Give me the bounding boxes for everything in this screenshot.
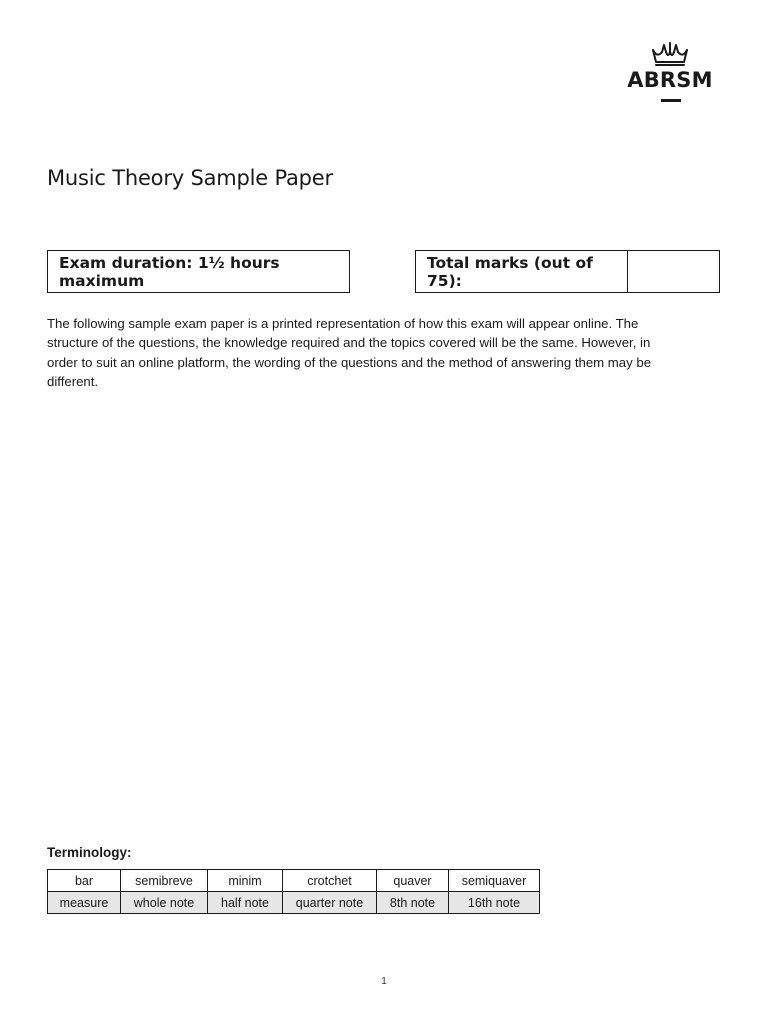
table-cell: crotchet	[283, 870, 377, 892]
page-number: 1	[381, 976, 387, 987]
table-cell: whole note	[121, 892, 208, 914]
table-cell: semibreve	[121, 870, 208, 892]
table-row	[48, 870, 540, 892]
table-cell: 8th note	[377, 892, 449, 914]
crown-icon	[624, 40, 716, 68]
terminology-heading: Terminology:	[47, 845, 132, 860]
abrsm-logo	[624, 40, 716, 106]
exam-duration-label: Exam duration: 1½ hours maximum	[59, 253, 280, 290]
table-cell: minim	[208, 870, 283, 892]
table-cell: measure	[48, 892, 121, 914]
terminology-table	[47, 869, 540, 914]
exam-duration-box	[47, 250, 350, 293]
logo-wordmark: ABRSM	[627, 68, 713, 92]
table-row	[48, 892, 540, 914]
table-cell: semiquaver	[449, 870, 540, 892]
intro-paragraph: The following sample exam paper is a printed representation of how this exam will appear online. The structure of the questions, the knowledge required and the topics covered will be the same. However, in order to suit an online platform, the wording of the questions and the method of answering them may be different.	[47, 316, 652, 389]
table-cell: bar	[48, 870, 121, 892]
total-marks-entry-field[interactable]	[628, 251, 719, 292]
total-marks-label: Total marks (out of 75):	[416, 251, 628, 292]
logo-underline	[661, 99, 681, 102]
table-cell: half note	[208, 892, 283, 914]
table-cell: 16th note	[449, 892, 540, 914]
page-title: Music Theory Sample Paper	[47, 166, 333, 190]
table-cell: quarter note	[283, 892, 377, 914]
table-cell: quaver	[377, 870, 449, 892]
total-marks-box	[415, 250, 720, 293]
